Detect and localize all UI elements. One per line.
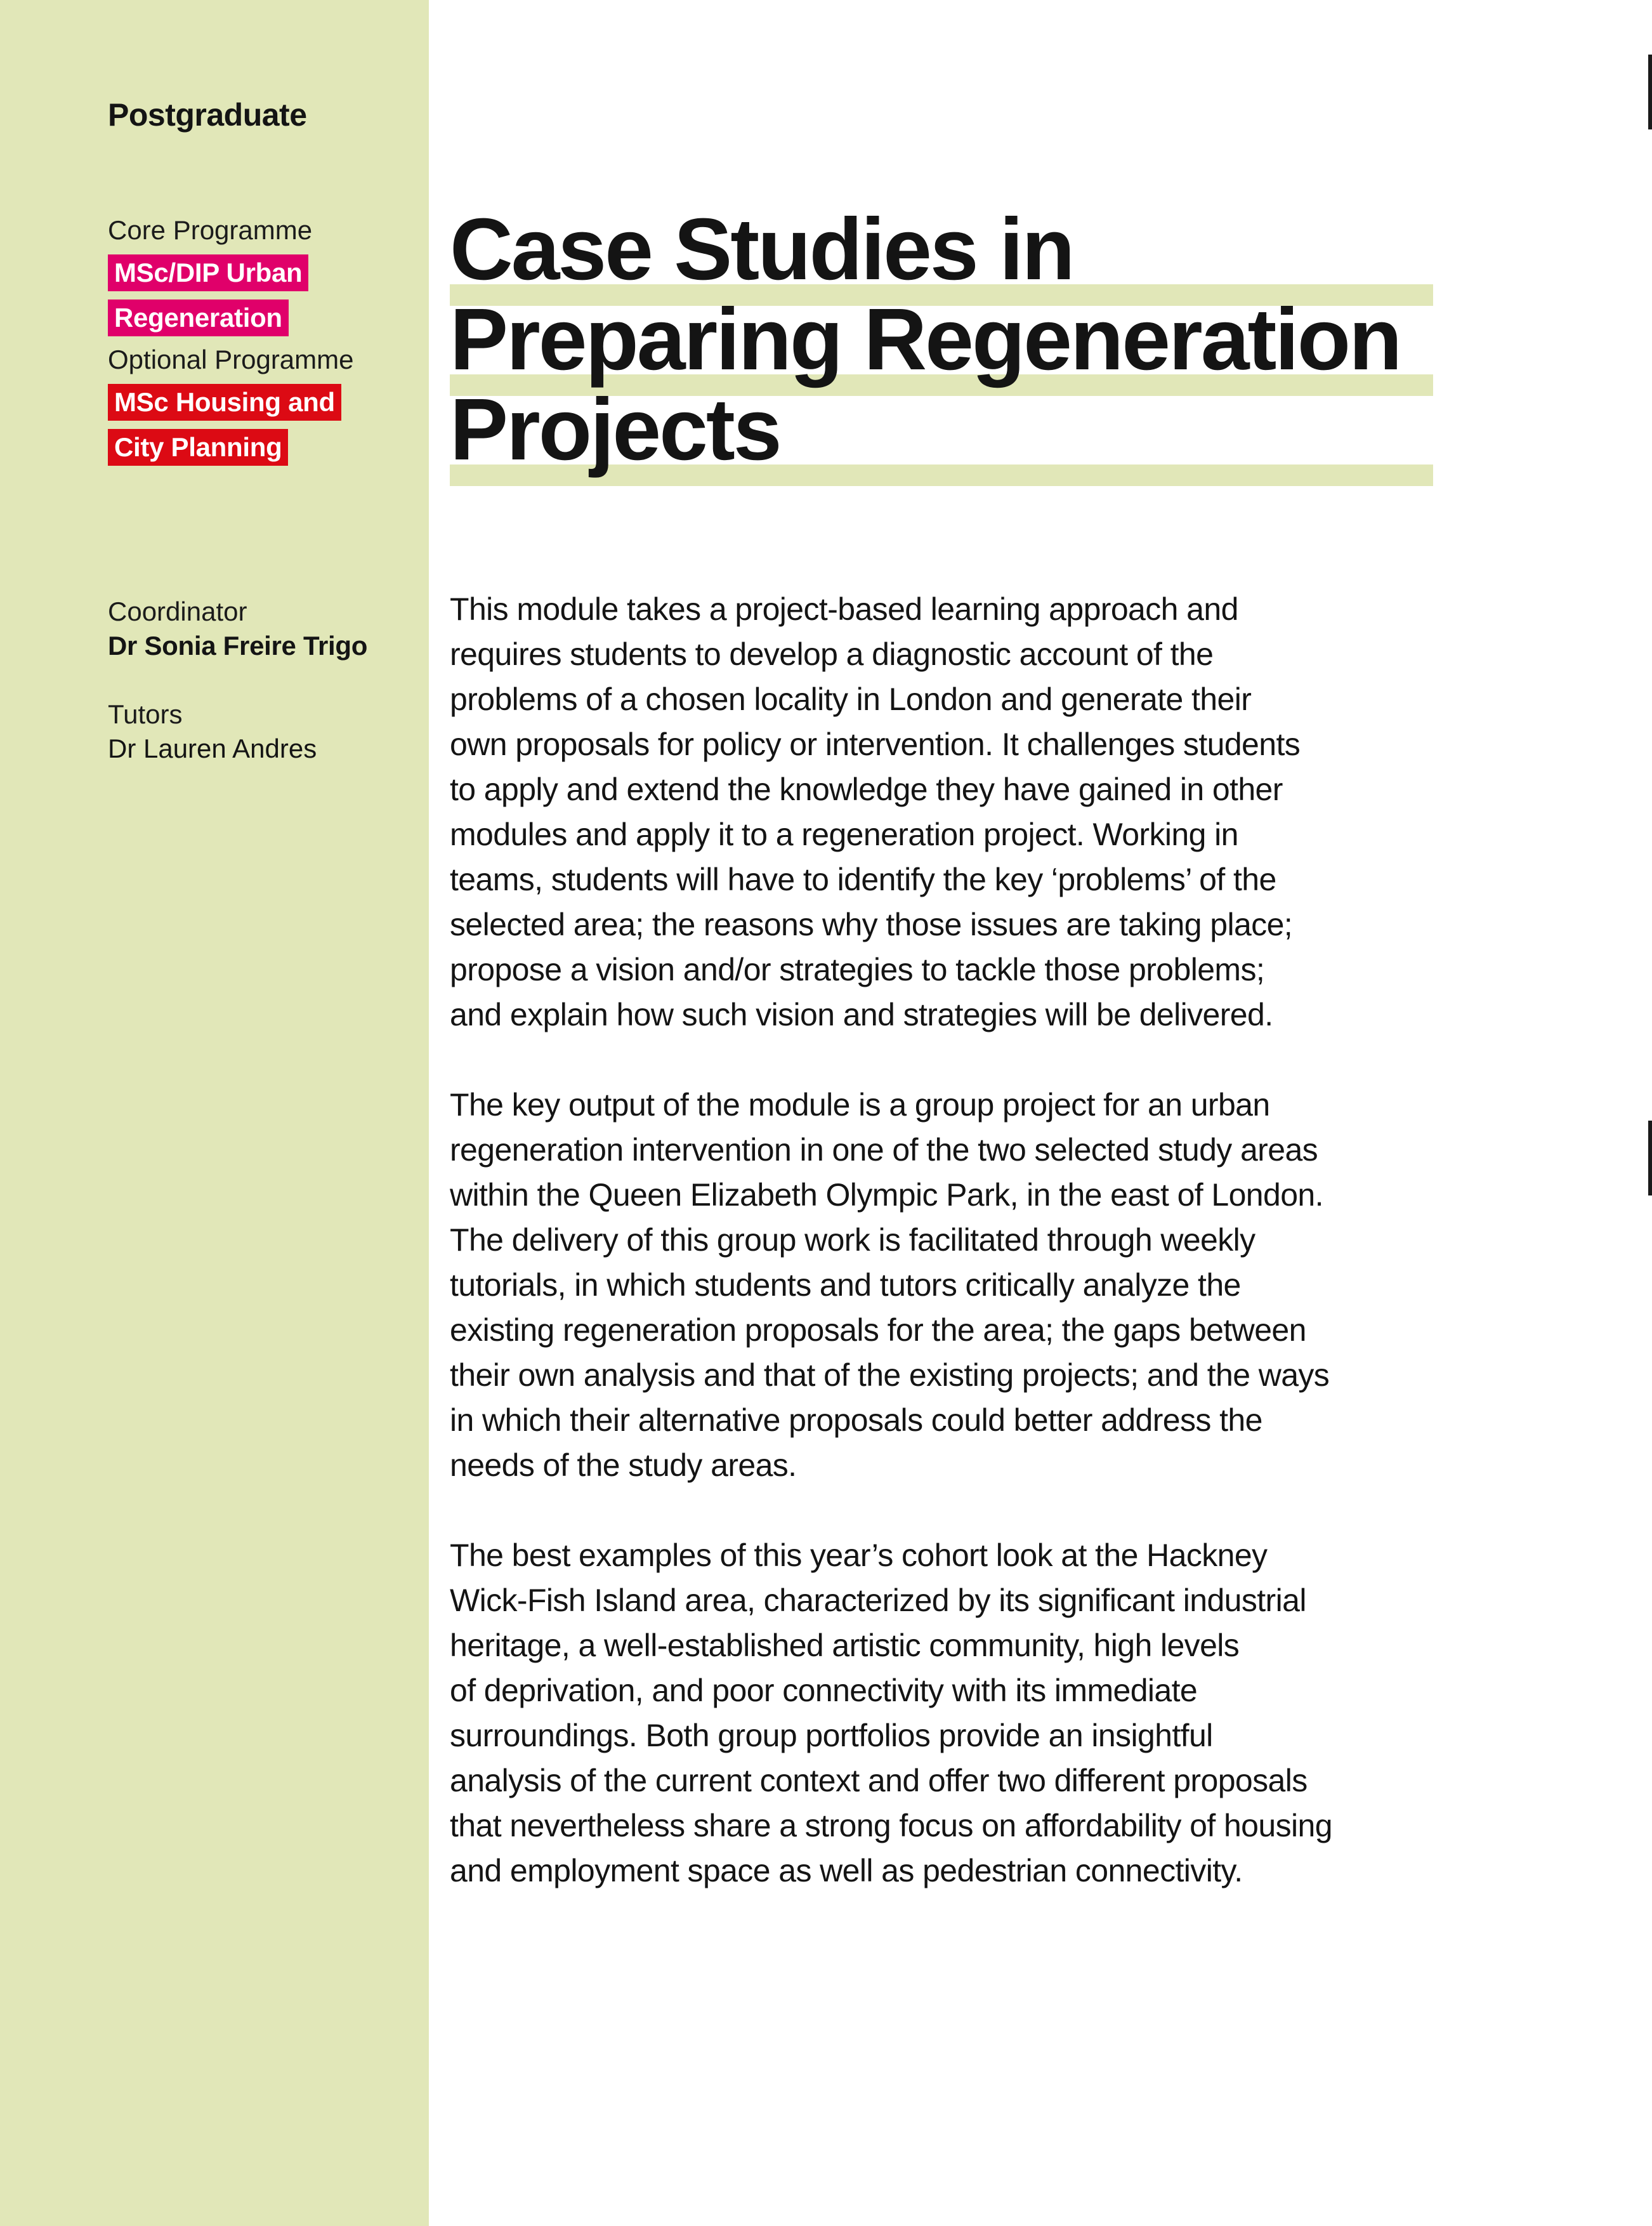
title-line [450, 381, 1433, 478]
body-line: The key output of the module is a group project for an urban [450, 1087, 1270, 1123]
body-text [450, 587, 1433, 1939]
body-line: heritage, a well-established artistic community, high levels [450, 1628, 1240, 1663]
body-line: existing regeneration proposals for the area; the gaps between [450, 1312, 1306, 1348]
body-line: requires students to develop a diagnostic account of the [450, 636, 1214, 672]
core-programme-tag-line-1: MSc/DIP Urban [108, 254, 308, 291]
coordinator-name: Dr Sonia Freire Trigo [108, 631, 368, 661]
body-line: and explain how such vision and strategies will be delivered. [450, 997, 1273, 1032]
title-text: Projects [450, 381, 780, 478]
title-text: Case Studies in [450, 201, 1073, 298]
body-line: Wick-Fish Island area, characterized by its significant industrial [450, 1583, 1306, 1618]
body-line: selected area; the reasons why those issues are taking place; [450, 907, 1293, 942]
body-line: own proposals for policy or intervention. It challenges students [450, 727, 1301, 762]
body-line: analysis of the current context and offer two different proposals [450, 1763, 1308, 1798]
body-line: propose a vision and/or strategies to tackle those problems; [450, 952, 1265, 987]
body-line: teams, students will have to identify the key ‘problems’ of the [450, 862, 1276, 897]
body-paragraph [450, 1533, 1433, 1893]
optional-programme-tag-line-1: MSc Housing and [108, 384, 341, 421]
body-line: regeneration intervention in one of the two selected study areas [450, 1132, 1318, 1168]
core-programme-label: Core Programme [108, 215, 313, 245]
body-line: The delivery of this group work is facilitated through weekly [450, 1222, 1255, 1258]
optional-programme-label: Optional Programme [108, 345, 354, 374]
coordinator-label: Coordinator [108, 596, 247, 626]
body-line: within the Queen Elizabeth Olympic Park, in the east of London. [450, 1177, 1323, 1213]
title-text: Preparing Regeneration [450, 291, 1401, 388]
programme-level: Postgraduate [108, 97, 307, 133]
tutors-label: Tutors [108, 699, 183, 729]
core-programme-tag-line-2: Regeneration [108, 300, 289, 336]
body-line: The best examples of this year’s cohort look at the Hackney [450, 1538, 1268, 1573]
page-edge-mark [1648, 1121, 1652, 1195]
body-paragraph [450, 587, 1433, 1037]
body-line: that nevertheless share a strong focus on affordability of housing [450, 1808, 1332, 1843]
page-edge-mark [1648, 55, 1652, 129]
staff-list [108, 594, 412, 765]
body-paragraph [450, 1083, 1433, 1488]
optional-programme-tag-line-2: City Planning [108, 429, 288, 466]
title-line [450, 291, 1433, 388]
body-line: surroundings. Both group portfolios provide an insightful [450, 1718, 1213, 1753]
body-line: tutorials, in which students and tutors critically analyze the [450, 1267, 1241, 1303]
body-line: and employment space as well as pedestrian connectivity. [450, 1853, 1243, 1888]
body-line: of deprivation, and poor connectivity with its immediate [450, 1673, 1198, 1708]
sidebar [0, 0, 429, 2226]
body-line: to apply and extend the knowledge they have gained in other [450, 772, 1283, 807]
body-line: in which their alternative proposals could better address the [450, 1402, 1262, 1438]
body-line: This module takes a project-based learning approach and [450, 591, 1238, 627]
body-line: their own analysis and that of the existing projects; and the ways [450, 1357, 1330, 1393]
body-line: needs of the study areas. [450, 1447, 797, 1483]
body-line: modules and apply it to a regeneration project. Working in [450, 817, 1238, 852]
body-line: problems of a chosen locality in London and generate their [450, 682, 1252, 717]
title-line [450, 201, 1433, 298]
tutor-name: Dr Lauren Andres [108, 734, 317, 763]
page-title [450, 201, 1433, 478]
programme-list [108, 211, 412, 470]
